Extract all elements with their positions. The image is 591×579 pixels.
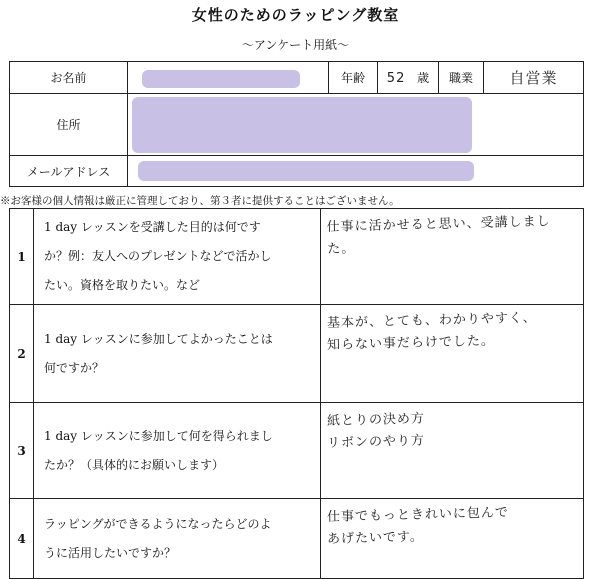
question-text bbox=[34, 499, 321, 579]
question-line: たい。資格を取りたい。など bbox=[44, 278, 201, 292]
question-line: か？例：友人へのプレゼントなどで活かし bbox=[44, 249, 272, 263]
question-line: 1 day レッスンを受講した目的は何です bbox=[44, 220, 261, 234]
job-label: 職業 bbox=[439, 62, 484, 94]
age-value: 52 bbox=[386, 71, 406, 86]
question-number: 4 bbox=[10, 499, 34, 579]
question-number: 2 bbox=[10, 305, 34, 403]
job-field bbox=[484, 62, 584, 94]
answer-line: 基本が、とても、わかりやすく、 bbox=[326, 310, 537, 331]
answer-line: 仕事に活かせると思い、受講しました。 bbox=[326, 214, 551, 257]
address-label: 住所 bbox=[10, 94, 128, 156]
survey-subtitle: 〜アンケート用紙〜 bbox=[241, 38, 350, 52]
questions-table bbox=[9, 208, 584, 579]
job-value: 自営業 bbox=[509, 69, 558, 87]
email-label: メールアドレス bbox=[10, 156, 128, 187]
name-redaction bbox=[142, 70, 300, 88]
answer-cell bbox=[321, 209, 584, 305]
answer-line: リボンのやり方 bbox=[326, 433, 426, 451]
answer-line: 知らない事だらけでした。 bbox=[326, 333, 496, 353]
question-text bbox=[34, 403, 321, 499]
answer-line: 仕事でもっときれいに包んで bbox=[326, 505, 510, 525]
survey-title: 女性のためのラッピング教室 bbox=[191, 6, 400, 24]
question-line: うに活用したいですか？ bbox=[44, 545, 177, 560]
question-row bbox=[10, 209, 584, 305]
question-number: 1 bbox=[10, 209, 34, 305]
question-text bbox=[34, 209, 321, 305]
name-field bbox=[128, 62, 329, 94]
answer-line: あげたいです。 bbox=[326, 529, 425, 547]
address-field bbox=[128, 94, 584, 156]
question-line: 1 day レッスンに参加して何を得られまし bbox=[44, 428, 273, 443]
email-redaction bbox=[138, 161, 474, 181]
question-row bbox=[10, 403, 584, 499]
question-number: 3 bbox=[10, 403, 34, 499]
question-line: 何ですか？ bbox=[44, 360, 105, 375]
age-unit: 歳 bbox=[417, 71, 430, 85]
answer-cell bbox=[321, 403, 584, 499]
age-field bbox=[378, 62, 439, 94]
name-label: お名前 bbox=[10, 62, 128, 94]
address-redaction bbox=[132, 97, 472, 153]
question-line: ラッピングができるようになったらどのよ bbox=[44, 516, 272, 531]
answer-cell bbox=[321, 499, 584, 579]
question-row bbox=[10, 305, 584, 403]
question-line: たか？（具体的にお願いします） bbox=[44, 457, 225, 472]
personal-info-table bbox=[9, 61, 584, 187]
email-field bbox=[128, 156, 584, 187]
age-label: 年齢 bbox=[329, 62, 378, 94]
question-line: 1 day レッスンに参加してよかったことは bbox=[44, 331, 273, 346]
privacy-notice: ※お客様の個人情報は厳正に管理しており、第３者に提供することはございません。 bbox=[0, 195, 400, 207]
answer-line: 紙とりの決め方 bbox=[326, 411, 426, 429]
question-row bbox=[10, 499, 584, 579]
answer-cell bbox=[321, 305, 584, 403]
question-text bbox=[34, 305, 321, 403]
